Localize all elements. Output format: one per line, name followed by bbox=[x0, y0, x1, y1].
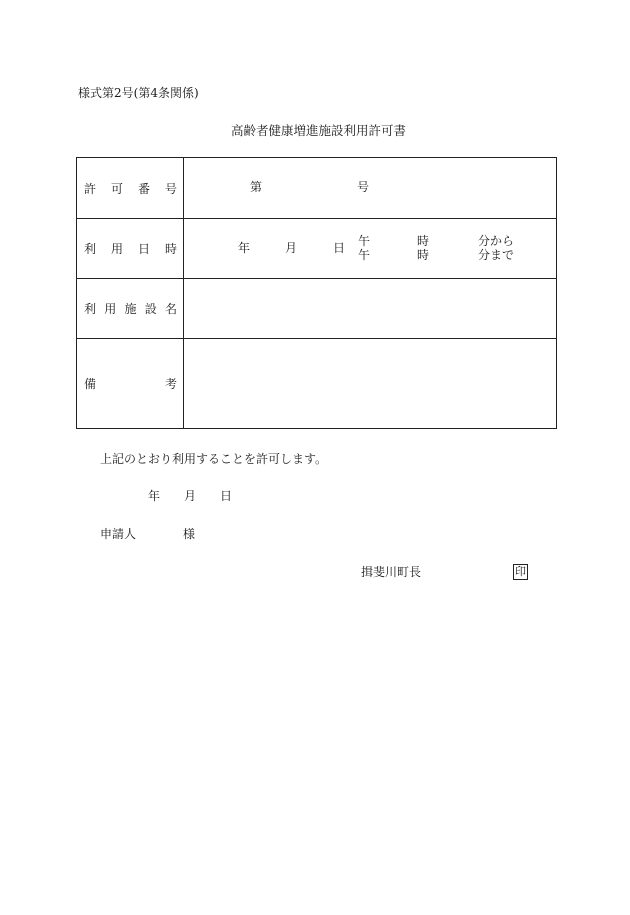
value-permit-number bbox=[184, 158, 557, 219]
value-facility-name bbox=[184, 279, 557, 339]
permit-table bbox=[76, 157, 557, 429]
usage-hour-to: 時 bbox=[417, 247, 430, 262]
form-number: 様式第2号(第4条関係) bbox=[78, 86, 199, 100]
usage-noon-to: 午 bbox=[358, 247, 371, 262]
permission-statement: 上記のとおり利用することを許可します。 bbox=[100, 452, 328, 466]
label-permit-number: 許 可 番 号 bbox=[77, 158, 184, 219]
row-remarks bbox=[77, 339, 557, 429]
row-usage-datetime bbox=[77, 219, 557, 279]
usage-year: 年 bbox=[238, 240, 251, 255]
issue-date-month: 月 bbox=[184, 489, 197, 503]
row-facility-name bbox=[77, 279, 557, 339]
usage-noon-from: 午 bbox=[358, 233, 371, 248]
applicant-honorific: 様 bbox=[183, 527, 196, 541]
usage-minute-to: 分まで bbox=[478, 247, 515, 262]
issue-date-year: 年 bbox=[148, 489, 161, 503]
value-usage-datetime bbox=[184, 219, 557, 279]
seal-stamp: 印 bbox=[515, 565, 526, 578]
issue-date-day: 日 bbox=[220, 489, 233, 503]
issuer-name: 揖斐川町長 bbox=[361, 565, 422, 579]
permit-number-suffix: 号 bbox=[357, 180, 370, 194]
permit-number-prefix: 第 bbox=[250, 180, 263, 194]
document-title: 高齢者健康増進施設利用許可書 bbox=[231, 123, 407, 138]
usage-minute-from: 分から bbox=[478, 233, 515, 248]
usage-month: 月 bbox=[285, 240, 298, 255]
label-usage-datetime: 利 用 日 時 bbox=[77, 219, 184, 279]
applicant-label: 申請人 bbox=[100, 527, 137, 541]
row-permit-number bbox=[77, 158, 557, 219]
usage-day: 日 bbox=[333, 240, 346, 255]
usage-hour-from: 時 bbox=[417, 233, 430, 248]
value-remarks bbox=[184, 339, 557, 429]
label-remarks: 備 考 bbox=[77, 339, 184, 429]
label-facility-name: 利 用 施 設 名 bbox=[77, 279, 184, 339]
